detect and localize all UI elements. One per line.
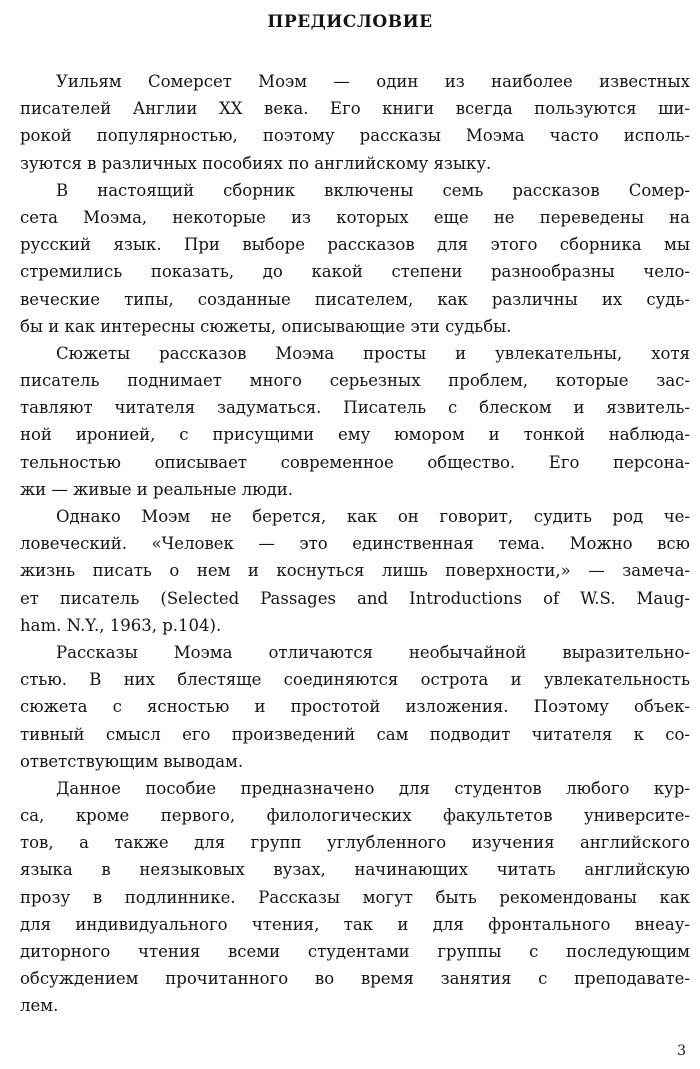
preface-text bbox=[20, 68, 690, 1020]
text-line: тивный смысл его произведений сам подводит читателя к со- bbox=[20, 724, 690, 744]
text-line: са, кроме первого, филологических факультетов университе- bbox=[20, 806, 690, 826]
text-line: писатель поднимает много серьезных проблем, которые зас- bbox=[20, 371, 690, 391]
page-title: ПРЕДИСЛОВИЕ bbox=[267, 12, 433, 32]
text-line: стремились показать, до какой степени разнообразны чело- bbox=[20, 262, 690, 282]
text-line: Сюжеты рассказов Моэма просты и увлекательны, хотя bbox=[56, 343, 690, 363]
text-line: Однако Моэм не берется, как он говорит, судить род че- bbox=[56, 507, 690, 526]
text-line: писателей Англии XX века. Его книги всегда пользуются ши- bbox=[20, 99, 690, 119]
text-line: сета Моэма, некоторые из которых еще не переведены на bbox=[20, 207, 690, 227]
text-line: тавляют читателя задуматься. Писатель с блеском и язвитель- bbox=[20, 398, 690, 418]
text-line: тов, а также для групп углубленного изучения английского bbox=[20, 833, 690, 853]
text-line: сюжета с ясностью и простотой изложения. Поэтому объек- bbox=[20, 697, 690, 717]
text-line: бы и как интересны сюжеты, описывающие эти судьбы. bbox=[20, 316, 512, 336]
text-line: Данное пособие предназначено для студентов любого кур- bbox=[56, 778, 690, 798]
text-line: для индивидуального чтения, так и для фронтального внеау- bbox=[20, 914, 690, 934]
text-line: ной иронией, с присущими ему юмором и тонкой наблюда- bbox=[20, 425, 690, 445]
text-line: лем. bbox=[20, 996, 59, 1016]
text-line: веческие типы, созданные писателем, как различны их судь- bbox=[20, 289, 690, 309]
text-line: языка в неязыковых вузах, начинающих читать английскую bbox=[20, 860, 690, 880]
text-line: жизнь писать о нем и коснуться лишь поверхности,» — замеча- bbox=[20, 561, 690, 581]
text-line: ловеческий. «Человек — это единственная тема. Можно всю bbox=[20, 534, 690, 554]
text-line: стью. В них блестяще соединяются острота и увлекательность bbox=[20, 670, 690, 690]
text-line: прозу в подлиннике. Рассказы могут быть рекомендованы как bbox=[20, 887, 690, 907]
text-line: диторного чтения всеми студентами группы с последующим bbox=[20, 942, 690, 961]
text-line: ham. N.Y., 1963, p.104). bbox=[20, 615, 222, 635]
text-line: ет писатель (Selected Passages and Introductions of W.S. Maug- bbox=[20, 588, 690, 608]
text-line: рокой популярностью, поэтому рассказы Моэма часто исполь- bbox=[20, 126, 690, 146]
page-number: 3 bbox=[677, 1043, 686, 1059]
text-line: Рассказы Моэма отличаются необычайной выразительно- bbox=[56, 642, 690, 662]
text-line: Уильям Сомерсет Моэм — один из наиболее известных bbox=[56, 72, 690, 91]
text-line: зуются в различных пособиях по английскому языку. bbox=[20, 153, 492, 173]
text-line: жи — живые и реальные люди. bbox=[20, 479, 294, 499]
text-line: тельностью описывает современное общество. Его персона- bbox=[20, 452, 690, 472]
text-line: В настоящий сборник включены семь рассказов Сомер- bbox=[56, 180, 690, 200]
text-line: ответствующим выводам. bbox=[20, 751, 244, 771]
text-line: русский язык. При выборе рассказов для этого сборника мы bbox=[20, 235, 690, 255]
text-line: обсуждением прочитанного во время занятия с преподавате- bbox=[20, 969, 690, 989]
